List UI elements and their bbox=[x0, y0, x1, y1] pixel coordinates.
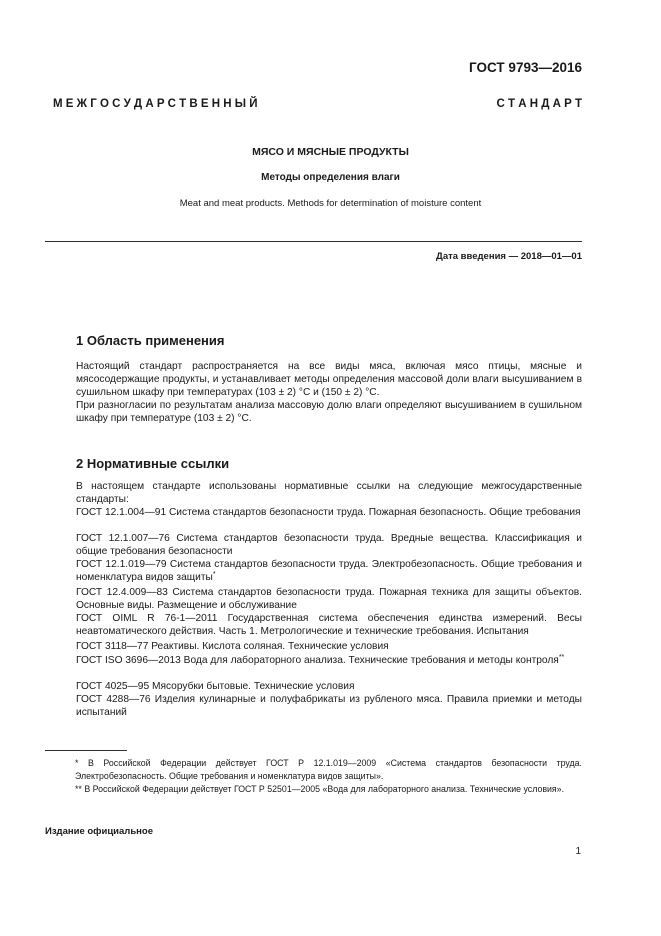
section-2-heading: 2 Нормативные ссылки bbox=[76, 456, 230, 471]
footnote-ref-mark: * bbox=[212, 571, 216, 578]
banner-word-interstate: М Е Ж Г О С У Д А Р С Т В Е Н Н Ы Й bbox=[53, 98, 258, 110]
reference-list-item bbox=[45, 558, 582, 584]
reference-text: ГОСТ ISO 3696—2013 Вода для лабораторного анализа. Технические требования и методы контроля bbox=[76, 655, 559, 666]
reference-list-item: ГОСТ 12.1.007—76 Система стандартов безопасности труда. Вредные вещества. Классификация и общие требования безопасности bbox=[76, 533, 582, 557]
official-edition-label: Издание официальное bbox=[45, 826, 153, 837]
effective-date: Дата введения — 2018—01—01 bbox=[436, 251, 582, 262]
page-number: 1 bbox=[575, 846, 581, 857]
footnote-text: В Российской Федерации действует ГОСТ Р 52501—2005 «Вода для лабораторного анализа. Технические условия». bbox=[84, 784, 565, 794]
document-subtitle: Методы определения влаги bbox=[261, 172, 400, 183]
section-1-paragraph-1: Настоящий стандарт распространяется на все виды мяса, включая мясо птицы, мясные и мясосодержащие продукты, и устанавливает методы определения массовой доли влаги высушиванием в сушильном шкафу при температурах (103 ± 2) °С и (150 ± 2) °С. bbox=[76, 361, 582, 398]
reference-list-item: ГОСТ 12.4.009—83 Система стандартов безопасности труда. Пожарная техника для защиты объектов. Основные виды. Размещение и обслуживание bbox=[76, 587, 582, 611]
footnote-text: В Российской Федерации действует ГОСТ Р 12.1.019—2009 «Система стандартов безопасности труда. Электробезопасность. Общие требования и номенклатура видов защиты». bbox=[75, 758, 583, 781]
section-1-heading: 1 Область применения bbox=[76, 333, 225, 348]
reference-list-item: ГОСТ 3118—77 Реактивы. Кислота соляная. Технические условия bbox=[76, 641, 389, 652]
standard-number: ГОСТ 9793—2016 bbox=[469, 60, 582, 75]
english-title: Meat and meat products. Methods for determination of moisture content bbox=[179, 198, 482, 209]
banner-word-standard: С Т А Н Д А Р Т bbox=[496, 98, 582, 110]
footnote-ref-mark: ** bbox=[558, 654, 565, 661]
reference-list-item: ГОСТ 4288—76 Изделия кулинарные и полуфабрикаты из рубленого мяса. Правила приемки и методы испытаний bbox=[76, 694, 582, 718]
section-1-paragraph-2: При разногласии по результатам анализа массовую долю влаги определяют высушиванием в сушильном шкафу при температуре (103 ± 2) °С. bbox=[76, 400, 582, 424]
footnote-divider bbox=[45, 750, 127, 751]
footnote-mark: ** bbox=[75, 784, 82, 794]
document-title: МЯСО И МЯСНЫЕ ПРОДУКТЫ bbox=[252, 146, 409, 158]
reference-text: ГОСТ 12.1.019—79 Система стандартов безопасности труда. Электробезопасность. Общие требования и номенклатура видов защиты bbox=[76, 559, 582, 583]
section-2-intro: В настоящем стандарте использованы нормативные ссылки на следующие межгосударственные стандарты: bbox=[76, 481, 582, 505]
reference-list-item bbox=[45, 654, 582, 667]
reference-list-item: ГОСТ OIML R 76-1—2011 Государственная система обеспечения единства измерений. Весы неавтоматического действия. Часть 1. Метрологические и технические требования. Испытания bbox=[76, 613, 582, 637]
title-divider bbox=[45, 241, 582, 242]
footnote-mark: * bbox=[75, 758, 79, 768]
reference-list-item: ГОСТ 4025—95 Мясорубки бытовые. Технические условия bbox=[76, 681, 355, 692]
standard-type-banner bbox=[53, 98, 582, 110]
reference-list-item: ГОСТ 12.1.004—91 Система стандартов безопасности труда. Пожарная безопасность. Общие требования bbox=[76, 507, 581, 518]
footnote-1 bbox=[45, 757, 582, 782]
footnote-2 bbox=[45, 783, 582, 796]
